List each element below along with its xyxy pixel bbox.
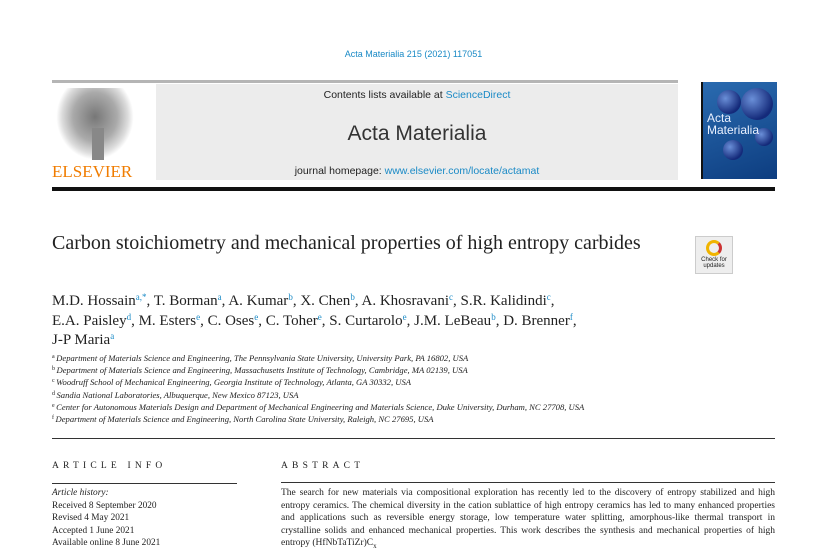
journal-cover-image[interactable]: [701, 82, 777, 179]
affiliation: $^c$ Woodruff School of Mechanical Engineering, Georgia Institute of Technology, Atlanta, GA 30332, USA: [52, 377, 412, 388]
affiliation-marker[interactable]: b: [288, 292, 293, 302]
affiliation-marker[interactable]: b: [350, 292, 355, 302]
journal-reference-link[interactable]: Acta Materialia 215 (2021) 117051: [344, 49, 483, 59]
affiliation: $^b$ Department of Materials Science and Engineering, Massachusetts Institute of Technology, Cambridge, MA 02139, USA: [52, 365, 468, 376]
affiliation-marker[interactable]: d: [126, 311, 132, 322]
author-name[interactable]: J-P Maria: [52, 332, 111, 348]
abstract-heading: ABSTRACT: [281, 461, 365, 471]
check-updates-label: Check for updates: [701, 257, 727, 269]
affiliation-marker[interactable]: e: [254, 311, 259, 322]
affiliation: $^e$ Center for Autonomous Materials Design and Department of Mechanical Engineering and Materials Science, Duke University, Durham, NC 27708, USA: [52, 401, 585, 412]
check-updates-icon: [706, 240, 722, 256]
affiliation-marker[interactable]: c: [546, 292, 551, 302]
affiliation-list: [52, 352, 584, 425]
divider: [281, 482, 775, 483]
author-name[interactable]: J.M. LeBeau: [414, 312, 492, 329]
history-accepted: Accepted 1 June 2021: [52, 525, 135, 536]
history-received: Received 8 September 2020: [52, 500, 157, 511]
article-title: Carbon stoichiometry and mechanical properties of high entropy carbides: [52, 232, 641, 254]
cover-title: Acta Materialia: [707, 111, 760, 137]
header-top-line: [52, 80, 678, 83]
author-name[interactable]: A. Kumar: [228, 293, 289, 309]
author-name[interactable]: A. Khosravani: [361, 293, 449, 309]
history-revised: Revised 4 May 2021: [52, 513, 130, 523]
affiliation: $^a$ Department of Materials Science and Engineering, The Pennsylvania State University, University Park, PA 16802, USA: [52, 353, 469, 363]
author-name[interactable]: M. Esters: [138, 312, 197, 329]
author-name[interactable]: C. Toher: [265, 312, 318, 329]
journal-header: [156, 84, 678, 180]
author-name[interactable]: T. Borman: [153, 293, 218, 309]
article-history: [52, 487, 160, 550]
homepage-label: journal homepage:: [294, 165, 385, 177]
journal-title: Acta Materialia: [347, 122, 487, 145]
affiliation-marker[interactable]: e: [402, 311, 407, 322]
author-name[interactable]: S. Curtarolo: [329, 312, 403, 329]
author-name[interactable]: S.R. Kalidindi: [460, 293, 547, 309]
author-name[interactable]: C. Oses: [207, 312, 255, 329]
abstract-text: The search for new materials via compositional exploration has recently led to the discovery of entropy stabilized and high entropy ceramics. The chemical diversity in the cation sublattice of high entropy ceramics has led to many enhanced properties and applications such as reversible energy storage, low temperature water splitting, amorphous-like thermal transport in crystalline solids and enhanced mechanical properties. This work describes the synthesis and mechanical properties of high entropy $(HfNbTaTiZr)C_x$: [281, 488, 775, 551]
author-name[interactable]: D. Brenner: [503, 312, 570, 329]
affiliation: $^f$ Department of Materials Science and Engineering, North Carolina State University, Raleigh, NC 27695, USA: [52, 414, 434, 425]
affiliation-marker[interactable]: e: [317, 311, 322, 322]
divider: [52, 438, 775, 439]
header-divider: [52, 187, 775, 191]
author-name[interactable]: X. Chen: [300, 293, 351, 309]
history-label: Article history:: [52, 488, 109, 498]
affiliation-marker[interactable]: f: [569, 311, 573, 322]
check-for-updates-button[interactable]: [695, 236, 733, 274]
article-info-heading: ARTICLE INFO: [52, 461, 167, 471]
homepage-link[interactable]: www.elsevier.com/locate/actamat: [384, 165, 540, 177]
contents-label: Contents lists available at: [323, 89, 446, 101]
elsevier-logo[interactable]: [52, 88, 137, 180]
history-online: Available online 8 June 2021: [52, 538, 161, 548]
affiliation-marker[interactable]: a: [110, 331, 115, 341]
sciencedirect-link[interactable]: ScienceDirect: [445, 89, 511, 101]
affiliation-marker[interactable]: c: [448, 292, 453, 302]
author-name[interactable]: E.A. Paisley: [52, 312, 127, 329]
affiliation-marker[interactable]: b: [491, 311, 496, 322]
tree-icon: [56, 88, 134, 160]
affiliation-marker[interactable]: a,*: [135, 292, 147, 302]
affiliation: $^d$ Sandia National Laboratories, Albuquerque, New Mexico 87123, USA: [52, 389, 299, 400]
divider: [52, 483, 237, 484]
publisher-name: ELSEVIER: [52, 162, 133, 181]
affiliation-marker[interactable]: a: [217, 292, 222, 302]
author-name[interactable]: M.D. Hossain: [52, 293, 136, 309]
affiliation-marker[interactable]: e: [196, 311, 201, 322]
author-list: M.D. Hossain$^{a,*}$, T. Borman$^a$, A. Kumar$^b$, X. Chen$^b$, A. Khosravani$^c$, S.R. Kalidindi$^c$, E.A. Paisley$^d$, M. Esters$^e$, C. Oses$^e$, C. Toher$^e$, S. Curtarolo$^e$, J.M. LeBeau$^b$, D. Brenner$^f$, J-P Maria$^a$: [52, 292, 577, 348]
